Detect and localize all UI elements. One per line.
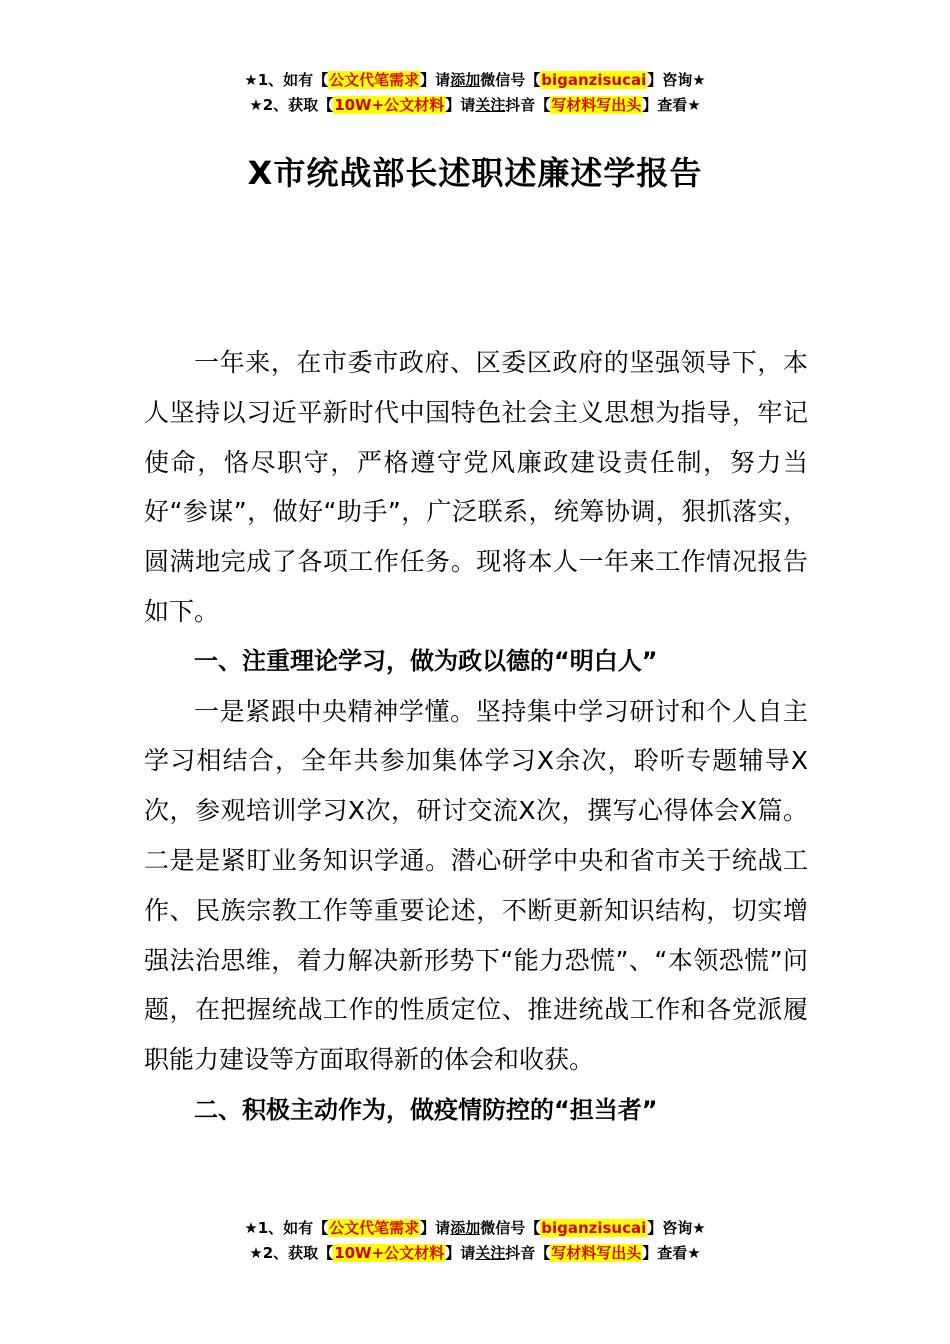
banner-underline: 添加: [450, 1219, 481, 1237]
banner-underline: 关注: [475, 1244, 506, 1262]
banner-text: ★1、如有【: [244, 1219, 329, 1237]
banner-text: 】请: [445, 1244, 476, 1262]
banner-text: 微信号【: [480, 1219, 541, 1237]
document-body: [144, 338, 808, 1136]
section-paragraph-1: 一是紧跟中央精神学懂。坚持集中学习研讨和个人自主学习相结合，全年共参加集体学习X余次，聆听专题辅导X次，参观培训学习X次，研讨交流X次，撰写心得体会X篇。二是是紧盯业务知识学通。潜心研学中央和省市关于统战工作、民族宗教工作等重要论述，不断更新知识结构，切实增强法治思维，着力解决新形势下“能力恐慌”、“本领恐慌”问题，在把握统战工作的性质定位、推进统战工作和各党派履职能力建设等方面取得新的体会和收获。: [144, 696, 808, 1075]
banner-underline: 添加: [450, 71, 481, 89]
banner-highlight: 公文代笔需求: [329, 71, 420, 89]
banner-text: 】查看★: [642, 96, 701, 114]
section-heading-2: 二、积极主动作为，做疫情防控的“担当者”: [194, 1095, 658, 1124]
banner-line-2: [0, 93, 950, 118]
banner-highlight: biganzisucai: [541, 1219, 647, 1237]
banner-text: 】查看★: [642, 1244, 701, 1262]
banner-text: 】咨询★: [647, 1219, 706, 1237]
banner-text: 】请: [445, 96, 476, 114]
banner-text: 微信号【: [480, 71, 541, 89]
banner-text: ★1、如有【: [244, 71, 329, 89]
banner-text: 抖音【: [505, 1244, 551, 1262]
banner-text: ★2、获取【: [249, 96, 334, 114]
banner-line-1: [0, 68, 950, 93]
banner-text: 抖音【: [505, 96, 551, 114]
banner-underline: 关注: [475, 96, 506, 114]
banner-text: 】咨询★: [647, 71, 706, 89]
banner-highlight: 10W+公文材料: [334, 96, 445, 114]
banner-text: 】请: [420, 71, 451, 89]
banner-highlight: 10W+公文材料: [334, 1244, 445, 1262]
banner-line-1: [0, 1216, 950, 1241]
banner-highlight: 写材料写出头: [551, 96, 642, 114]
intro-paragraph: 一年来，在市委市政府、区委区政府的坚强领导下，本人坚持以习近平新时代中国特色社会主义思想为指导，牢记使命，恪尽职守，严格遵守党风廉政建设责任制，努力当好“参谋”，做好“助手”，广泛联系，统筹协调，狠抓落实，圆满地完成了各项工作任务。现将本人一年来工作情况报告如下。: [144, 348, 808, 626]
banner-text: ★2、获取【: [249, 1244, 334, 1262]
banner-text: 】请: [420, 1219, 451, 1237]
header-banner: [0, 68, 950, 118]
banner-highlight: 公文代笔需求: [329, 1219, 420, 1237]
footer-banner: [0, 1216, 950, 1266]
banner-highlight: 写材料写出头: [551, 1244, 642, 1262]
section-heading-1: 一、注重理论学习，做为政以德的“明白人”: [194, 646, 658, 675]
banner-line-2: [0, 1241, 950, 1266]
document-title: X市统战部长述职述廉述学报告: [247, 154, 703, 192]
banner-highlight: biganzisucai: [541, 71, 647, 89]
